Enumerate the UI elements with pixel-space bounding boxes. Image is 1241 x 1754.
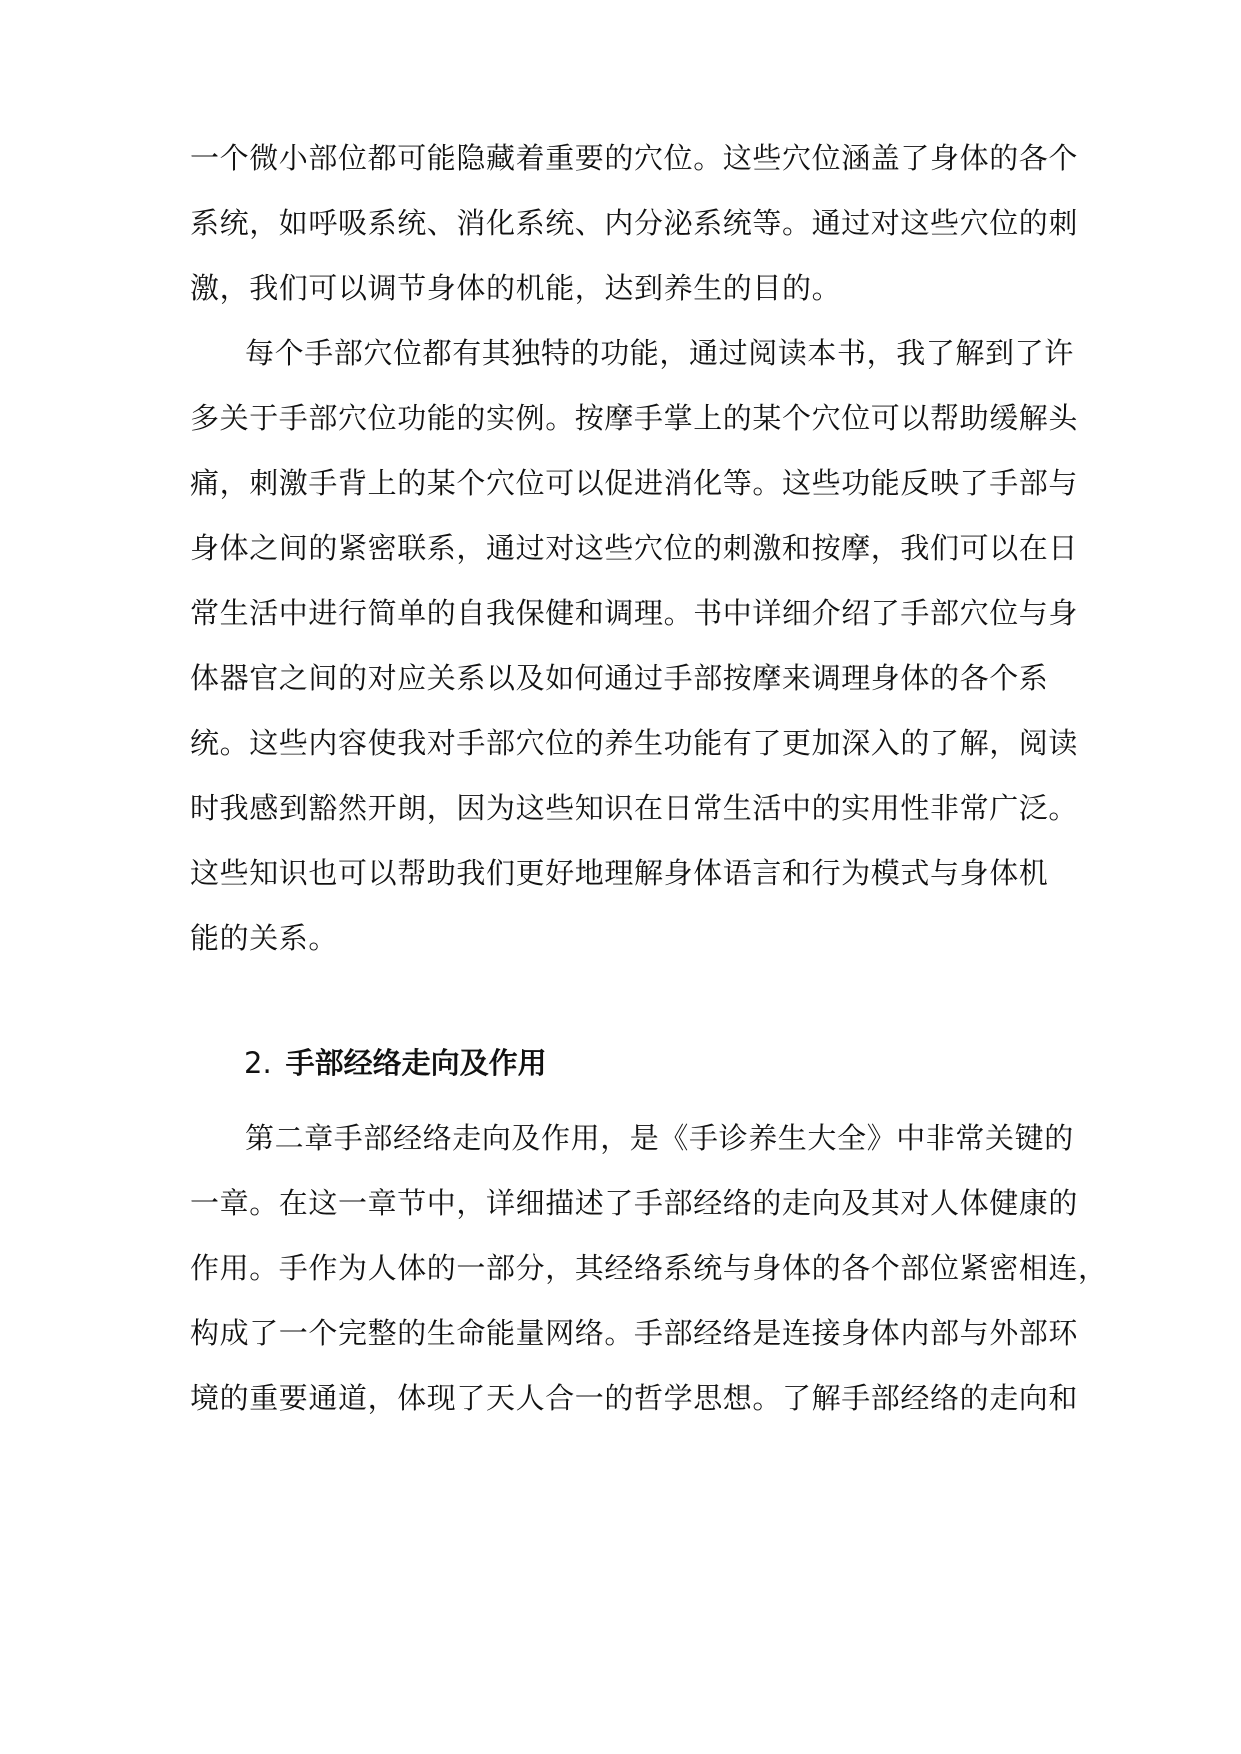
paragraph-line: 境的重要通道，体现了天人合一的哲学思想。了解手部经络的走向和 xyxy=(190,1381,1079,1415)
section-number: 2. xyxy=(244,1046,272,1080)
paragraph-line: 激，我们可以调节身体的机能，达到养生的目的。 xyxy=(190,271,842,305)
paragraph-line: 统。这些内容使我对手部穴位的养生功能有了更加深入的了解，阅读 xyxy=(190,726,1079,760)
paragraph-line: 系统，如呼吸系统、消化系统、内分泌系统等。通过对这些穴位的刺 xyxy=(190,206,1079,240)
paragraph-line: 身体之间的紧密联系，通过对这些穴位的刺激和按摩，我们可以在日 xyxy=(190,531,1079,565)
section-heading xyxy=(244,1043,547,1083)
paragraph-line: 一章。在这一章节中，详细描述了手部经络的走向及其对人体健康的 xyxy=(190,1186,1079,1220)
section-title: 手部经络走向及作用 xyxy=(285,1046,547,1080)
paragraph-line: 构成了一个完整的生命能量网络。手部经络是连接身体内部与外部环 xyxy=(190,1316,1079,1350)
paragraph-line: 能的关系。 xyxy=(190,921,339,955)
paragraph-line: 一个微小部位都可能隐藏着重要的穴位。这些穴位涵盖了身体的各个 xyxy=(190,141,1079,175)
paragraph-line: 每个手部穴位都有其独特的功能，通过阅读本书，我了解到了许 xyxy=(245,336,1074,370)
paragraph-line: 体器官之间的对应关系以及如何通过手部按摩来调理身体的各个系 xyxy=(190,661,1049,695)
paragraph-line: 痛，刺激手背上的某个穴位可以促进消化等。这些功能反映了手部与 xyxy=(190,466,1079,500)
paragraph-line: 多关于手部穴位功能的实例。按摩手掌上的某个穴位可以帮助缓解头 xyxy=(190,401,1079,435)
paragraph-line: 这些知识也可以帮助我们更好地理解身体语言和行为模式与身体机 xyxy=(190,856,1049,890)
paragraph-line: 第二章手部经络走向及作用，是《手诊养生大全》中非常关键的 xyxy=(245,1121,1074,1155)
paragraph-line: 作用。手作为人体的一部分，其经络系统与身体的各个部位紧密相连， xyxy=(190,1251,1108,1285)
paragraph-line: 时我感到豁然开朗，因为这些知识在日常生活中的实用性非常广泛。 xyxy=(190,791,1079,825)
paragraph-line: 常生活中进行简单的自我保健和调理。书中详细介绍了手部穴位与身 xyxy=(190,596,1079,630)
